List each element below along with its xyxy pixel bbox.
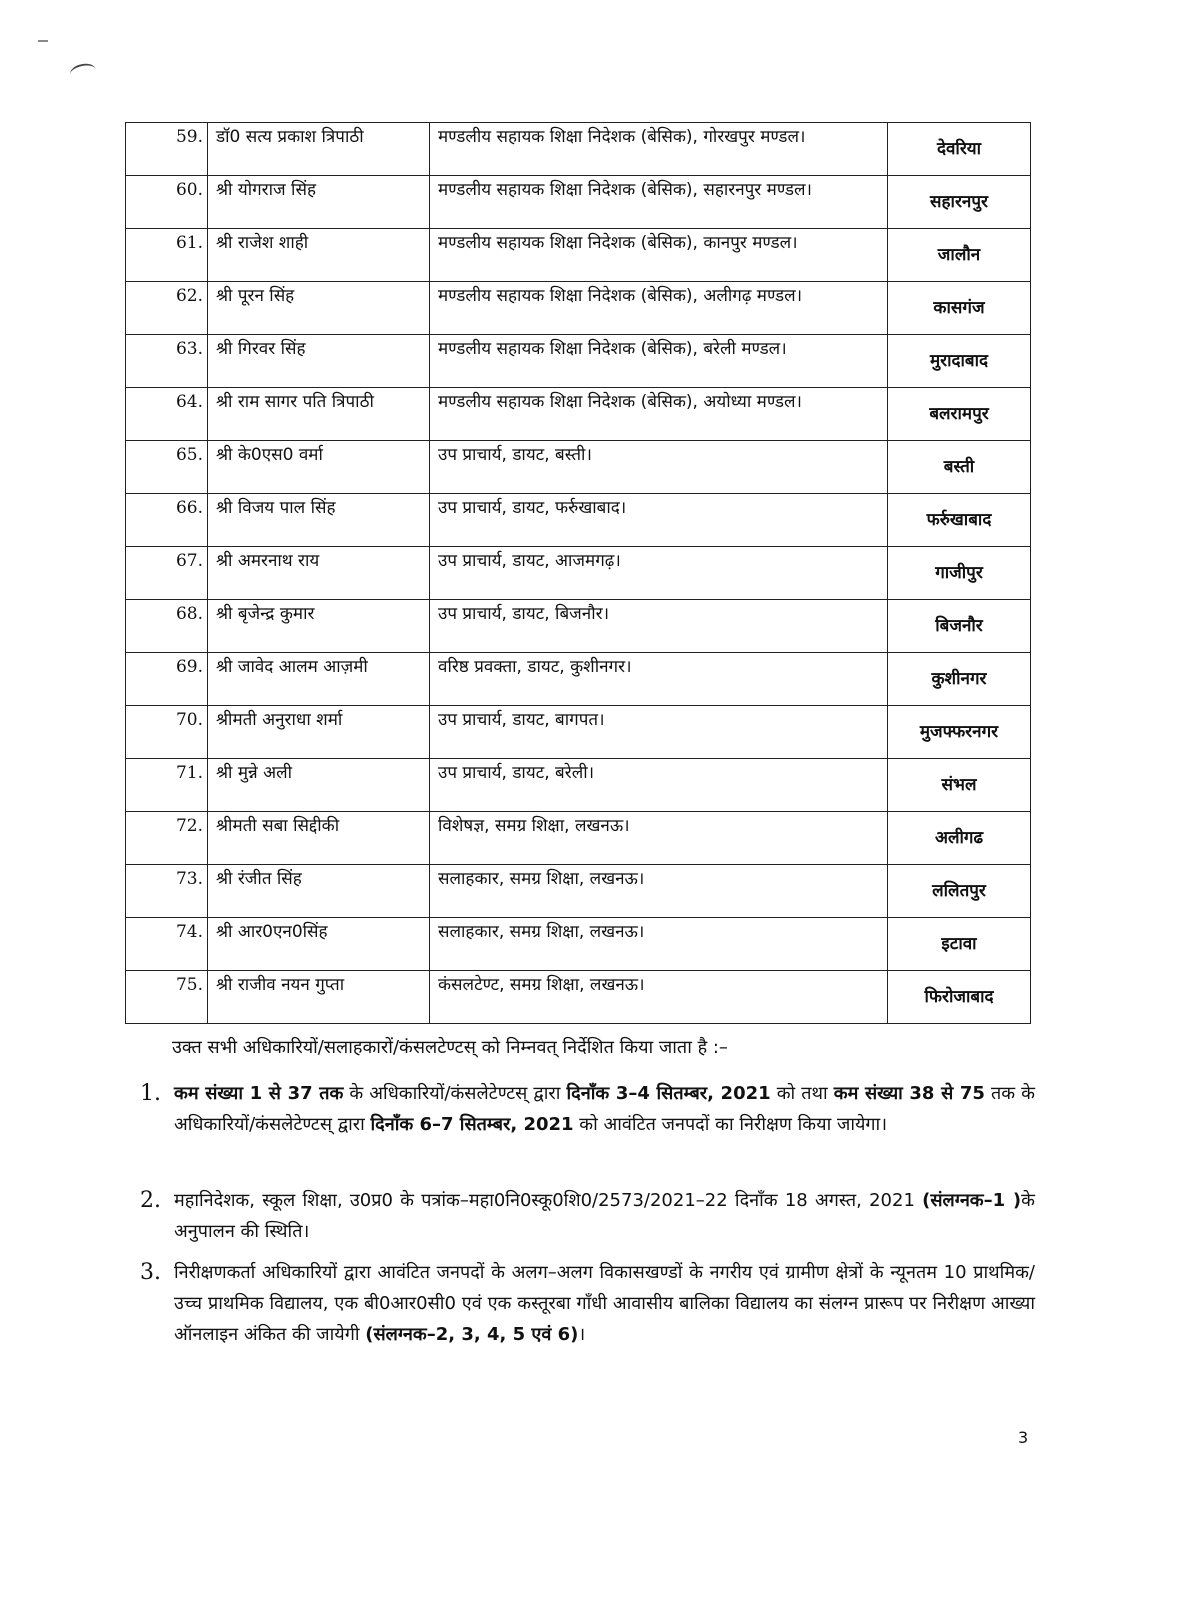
table-row	[126, 759, 1031, 812]
allotted-district: गाजीपुर	[888, 547, 1031, 600]
officer-name: श्री राजेश शाही	[208, 229, 430, 282]
text-run: तक के अधिकारियों/कंसलेटेण्टस् द्वारा	[174, 1083, 1035, 1135]
allotted-district: बिजनौर	[888, 600, 1031, 653]
officer-post: उप प्राचार्य, डायट, बस्ती।	[430, 441, 888, 494]
table-row	[126, 918, 1031, 971]
allotted-district: जालौन	[888, 229, 1031, 282]
officer-name: श्रीमती सबा सिद्दीकी	[208, 812, 430, 865]
serial-number: 60.	[126, 176, 208, 229]
instruction-item-2	[140, 1185, 1035, 1247]
allotted-district: इटावा	[888, 918, 1031, 971]
officer-name: श्री मुन्ने अली	[208, 759, 430, 812]
serial-number: 65.	[126, 441, 208, 494]
emphasis: दिनाँक 3–4 सितम्बर, 2021	[566, 1083, 771, 1104]
text-run: ।	[578, 1324, 586, 1345]
table-row	[126, 812, 1031, 865]
table-row	[126, 600, 1031, 653]
serial-number: 72.	[126, 812, 208, 865]
allotted-district: बलरामपुर	[888, 388, 1031, 441]
officer-name: श्री आर0एन0सिंह	[208, 918, 430, 971]
allotted-district: मुरादाबाद	[888, 335, 1031, 388]
officer-post: मण्डलीय सहायक शिक्षा निदेशक (बेसिक), कानपुर मण्डल।	[430, 229, 888, 282]
officer-post: मण्डलीय सहायक शिक्षा निदेशक (बेसिक), बरेली मण्डल।	[430, 335, 888, 388]
officer-name: श्रीमती अनुराधा शर्मा	[208, 706, 430, 759]
officer-post: उप प्राचार्य, डायट, फर्रुखाबाद।	[430, 494, 888, 547]
serial-number: 68.	[126, 600, 208, 653]
table-row	[126, 971, 1031, 1024]
officer-post: कंसलटेण्ट, समग्र शिक्षा, लखनऊ।	[430, 971, 888, 1024]
text-run: निरीक्षणकर्ता अधिकारियों द्वारा आवंटित जनपदों के अलग–अलग विकासखण्डों के नगरीय एवं ग्रामीण क्षेत्रों के न्यूनतम 10 प्राथमिक/उच्च प्राथमिक विद्यालय, एक बी0आर0सी0 एवं एक कस्तूरबा गाँधी आवासीय बालिका विद्यालय का संलग्न प्रारूप पर निरीक्षण आख्या ऑनलाइन अंकित की जायेगी	[174, 1262, 1035, 1345]
emphasis: कम संख्या 38 से 75	[833, 1083, 985, 1104]
scan-artifact	[69, 61, 98, 82]
table-row	[126, 176, 1031, 229]
item-text	[174, 1078, 1035, 1140]
officer-name: डॉ0 सत्य प्रकाश त्रिपाठी	[208, 123, 430, 176]
serial-number: 71.	[126, 759, 208, 812]
allotted-district: ललितपुर	[888, 865, 1031, 918]
officer-name: श्री अमरनाथ राय	[208, 547, 430, 600]
serial-number: 61.	[126, 229, 208, 282]
officer-allocation-table	[125, 122, 1031, 1024]
serial-number: 66.	[126, 494, 208, 547]
table-row	[126, 547, 1031, 600]
table-row	[126, 441, 1031, 494]
table-row	[126, 282, 1031, 335]
officer-name: श्री गिरवर सिंह	[208, 335, 430, 388]
instruction-item-1	[140, 1078, 1035, 1140]
serial-number: 70.	[126, 706, 208, 759]
emphasis: (संलग्नक–2, 3, 4, 5 एवं 6)	[365, 1324, 579, 1345]
table-row	[126, 229, 1031, 282]
officer-post: वरिष्ठ प्रवक्ता, डायट, कुशीनगर।	[430, 653, 888, 706]
text-run: को आवंटित जनपदों का निरीक्षण किया जायेगा।	[573, 1114, 888, 1135]
emphasis: (संलग्नक–1 )	[922, 1190, 1022, 1211]
scan-artifact	[38, 40, 48, 42]
table-body	[126, 123, 1031, 1024]
serial-number: 74.	[126, 918, 208, 971]
allotted-district: कुशीनगर	[888, 653, 1031, 706]
item-text	[174, 1257, 1035, 1350]
serial-number: 64.	[126, 388, 208, 441]
officer-name: श्री रंजीत सिंह	[208, 865, 430, 918]
emphasis: दिनाँक 6–7 सितम्बर, 2021	[370, 1114, 574, 1135]
officer-name: श्री पूरन सिंह	[208, 282, 430, 335]
item-number: 2.	[140, 1188, 161, 1213]
officer-post: उप प्राचार्य, डायट, बिजनौर।	[430, 600, 888, 653]
allotted-district: बस्ती	[888, 441, 1031, 494]
officer-name: श्री योगराज सिंह	[208, 176, 430, 229]
serial-number: 62.	[126, 282, 208, 335]
allotted-district: अलीगढ	[888, 812, 1031, 865]
officer-post: उप प्राचार्य, डायट, बागपत।	[430, 706, 888, 759]
text-run: के अनुपालन की स्थिति।	[174, 1190, 1035, 1242]
serial-number: 67.	[126, 547, 208, 600]
table-row	[126, 865, 1031, 918]
serial-number: 69.	[126, 653, 208, 706]
text-run: महानिदेशक, स्कूल शिक्षा, उ0प्र0 के पत्रांक–महा0नि0स्कू0शि0/2573/2021–22 दिनाँक 18 अगस्त, 2021	[174, 1190, 923, 1211]
table-row	[126, 335, 1031, 388]
table-row	[126, 494, 1031, 547]
officer-post: मण्डलीय सहायक शिक्षा निदेशक (बेसिक), अलीगढ़ मण्डल।	[430, 282, 888, 335]
officer-post: सलाहकार, समग्र शिक्षा, लखनऊ।	[430, 865, 888, 918]
officer-name: श्री राजीव नयन गुप्ता	[208, 971, 430, 1024]
item-text	[174, 1185, 1035, 1247]
officer-name: श्री बृजेन्द्र कुमार	[208, 600, 430, 653]
officer-post: सलाहकार, समग्र शिक्षा, लखनऊ।	[430, 918, 888, 971]
allotted-district: देवरिया	[888, 123, 1031, 176]
officer-post: उप प्राचार्य, डायट, आजमगढ़।	[430, 547, 888, 600]
officer-post: उप प्राचार्य, डायट, बरेली।	[430, 759, 888, 812]
serial-number: 63.	[126, 335, 208, 388]
serial-number: 73.	[126, 865, 208, 918]
table-row	[126, 388, 1031, 441]
serial-number: 59.	[126, 123, 208, 176]
page-number: 3	[1018, 1428, 1029, 1447]
allotted-district: सहारनपुर	[888, 176, 1031, 229]
text-run: को तथा	[770, 1083, 834, 1104]
instruction-item-3	[140, 1257, 1035, 1350]
instructions-intro: उक्त सभी अधिकारियों/सलाहकारों/कंसलटेण्टस् को निम्नवत् निर्देशित किया जाता है :–	[172, 1037, 728, 1058]
officer-name: श्री विजय पाल सिंह	[208, 494, 430, 547]
serial-number: 75.	[126, 971, 208, 1024]
officer-name: श्री राम सागर पति त्रिपाठी	[208, 388, 430, 441]
table-row	[126, 123, 1031, 176]
officer-post: विशेषज्ञ, समग्र शिक्षा, लखनऊ।	[430, 812, 888, 865]
officer-name: श्री के0एस0 वर्मा	[208, 441, 430, 494]
allotted-district: फिरोजाबाद	[888, 971, 1031, 1024]
text-run: के अधिकारियों/कंसलेटेण्टस् द्वारा	[343, 1083, 567, 1104]
table-row	[126, 706, 1031, 759]
item-number: 3.	[140, 1260, 161, 1285]
item-number: 1.	[140, 1081, 161, 1106]
allotted-district: कासगंज	[888, 282, 1031, 335]
allotted-district: मुजफ्फरनगर	[888, 706, 1031, 759]
allotted-district: संभल	[888, 759, 1031, 812]
officer-name: श्री जावेद आलम आज़मी	[208, 653, 430, 706]
officer-post: मण्डलीय सहायक शिक्षा निदेशक (बेसिक), अयोध्या मण्डल।	[430, 388, 888, 441]
table-row	[126, 653, 1031, 706]
allotted-district: फर्रुखाबाद	[888, 494, 1031, 547]
emphasis: कम संख्या 1 से 37 तक	[174, 1083, 344, 1104]
officer-post: मण्डलीय सहायक शिक्षा निदेशक (बेसिक), सहारनपुर मण्डल।	[430, 176, 888, 229]
officer-post: मण्डलीय सहायक शिक्षा निदेशक (बेसिक), गोरखपुर मण्डल।	[430, 123, 888, 176]
